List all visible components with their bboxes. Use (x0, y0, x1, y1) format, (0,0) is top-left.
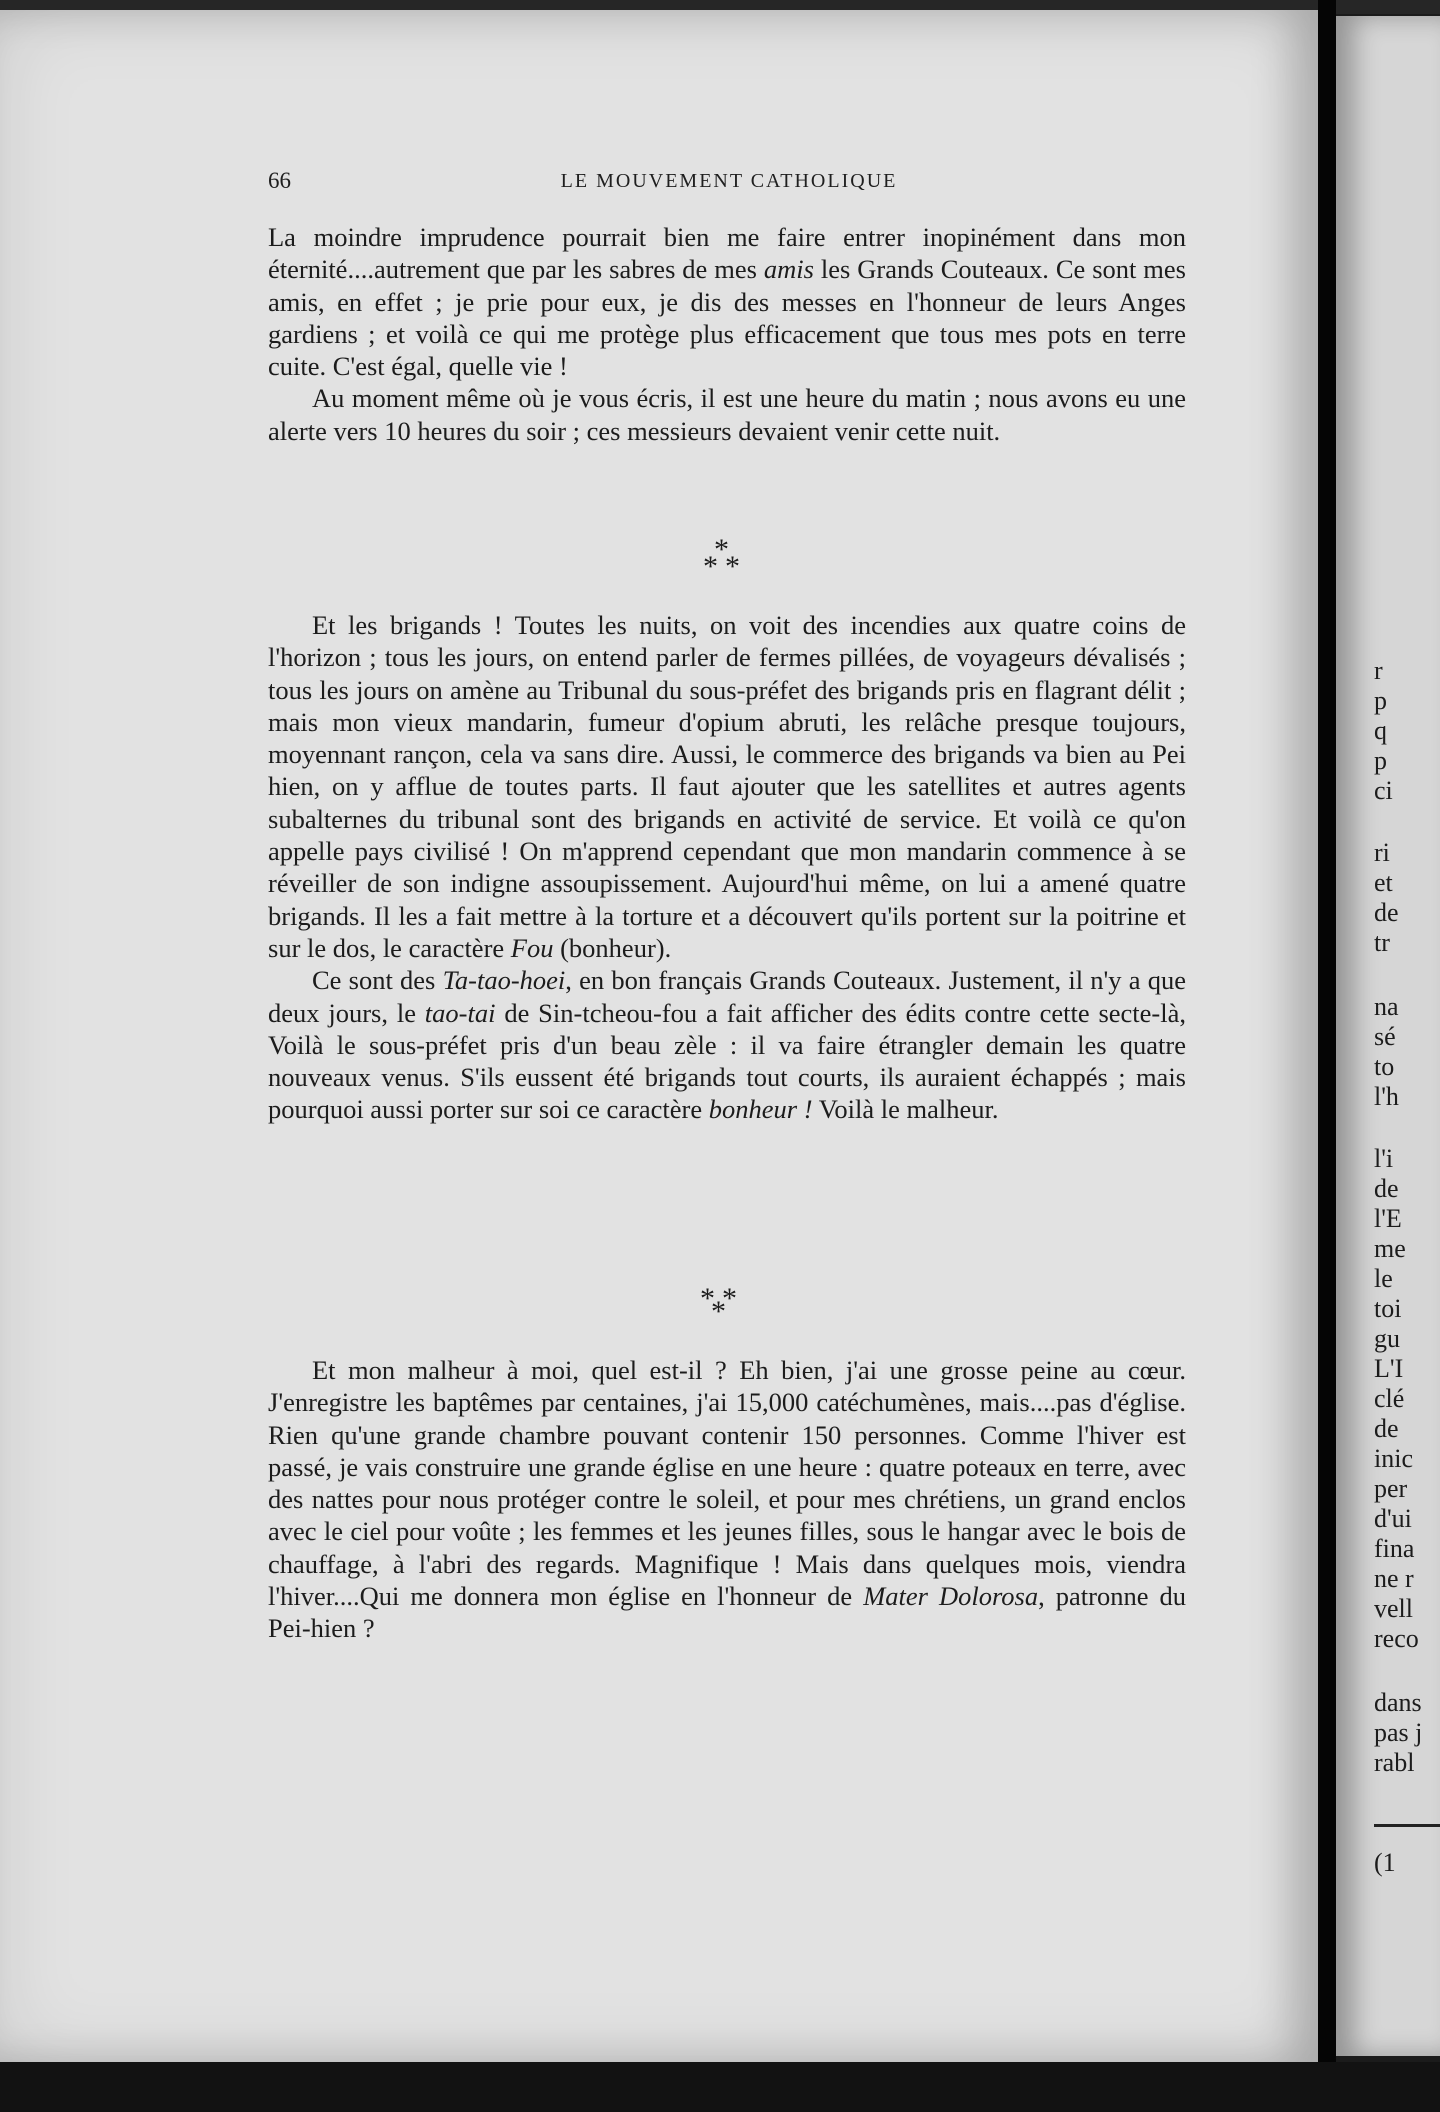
text-section-1 (268, 221, 1186, 447)
book-gutter (1318, 0, 1336, 2112)
facing-page-fragment: p (1374, 746, 1387, 775)
facing-page-fragment: (1 (1374, 1848, 1396, 1877)
facing-page-fragment: l'E (1374, 1204, 1402, 1233)
facing-page-fragment: fina (1374, 1534, 1415, 1563)
asterism-star: * (722, 1282, 737, 1315)
text-section-2 (268, 609, 1186, 1126)
facing-page-fragment: de (1374, 898, 1399, 927)
facing-page-fragment: le (1374, 1264, 1393, 1293)
facing-page-fragment: l'h (1374, 1082, 1399, 1111)
facing-page-fragment: inic (1374, 1444, 1413, 1473)
facing-page-fragment: tr (1374, 928, 1390, 957)
asterism-star: * (711, 1295, 726, 1328)
facing-page-fragment: rabl (1374, 1748, 1415, 1777)
facing-page-fragments (1336, 16, 1440, 2056)
paragraph-2: Au moment même où je vous écris, il est une heure du matin ; nous avons eu une alerte vers 10 heures du soir ; ces messieurs devaient venir cette nuit. (268, 383, 1186, 446)
facing-page-fragment: q (1374, 716, 1387, 745)
facing-page-fragment: toi (1374, 1294, 1402, 1323)
facing-page-fragment: ne r (1374, 1564, 1414, 1593)
asterism-star: * (725, 550, 740, 583)
facing-page-fragment: L'I (1374, 1354, 1404, 1383)
running-head (268, 168, 1190, 202)
facing-page-fragment: per (1374, 1474, 1408, 1503)
facing-page-fragment: pas j (1374, 1718, 1423, 1747)
facing-page-footnote-rule (1374, 1824, 1440, 1827)
facing-page-fragment: r (1374, 656, 1383, 685)
facing-page-fragment: p (1374, 686, 1387, 715)
asterism-star: * (703, 550, 718, 583)
section-break-asterism (680, 1278, 760, 1328)
paragraph-5: Et mon malheur à moi, quel est-il ? Eh bien, j'ai une grosse peine au cœur. J'enregistre les baptêmes par centaines, j'ai 15,000 catéchumènes, mais....pas d'église. Rien qu'une grande chambre pouvant contenir 150 personnes. Comme l'hiver est passé, je vais construire une grande église en une heure : quatre poteaux en terre, avec des nattes pour nous protéger contre le soleil, et pour mes chrétiens, un grand enclos avec le ciel pour voûte ; les femmes et les jeunes filles, sous le hangar avec le bois de chauffage, à l'abri des regards. Magnifique ! Mais dans quelques mois, viendra l'hiver....Qui me donnera mon église en l'honneur de Mater Dolorosa, patronne du Pei-hien ? (268, 1355, 1187, 1644)
scan-bottom-edge (0, 2062, 1440, 2112)
facing-page-fragment: ci (1374, 776, 1393, 805)
facing-page-fragment: ri (1374, 838, 1390, 867)
facing-page-fragment: dans (1374, 1688, 1422, 1717)
paragraph-3: Et les brigands ! Toutes les nuits, on voit des incendies aux quatre coins de l'horizon ; tous les jours, on entend parler de fermes pillées, de voyageurs dévalisés ; tous les jours on amène au Tribunal du sous-préfet des brigands pris en flagrant délit ; mais mon vieux mandarin, fumeur d'opium abruti, les relâche presque toujours, moyennant rançon, cela va sans dire. Aussi, le commerce des brigands va bien au Pei hien, on y afflue de toutes parts. Il faut ajouter que les satellites et autres agents subalternes du tribunal sont des brigands en activité de service. Et voilà ce qu'on appelle pays civilisé ! On m'apprend cependant que mon mandarin commence à se réveiller de son indigne assoupissement. Aujourd'hui même, on lui a amené quatre brigands. Il les a fait mettre à la torture et a découvert qu'ils portent sur la poitrine et sur le dos, le caractère Fou (bonheur). (268, 610, 1186, 963)
facing-page-fragment: reco (1374, 1624, 1419, 1653)
paragraph-1: La moindre imprudence pourrait bien me faire entrer inopinément dans mon éternité....autrement que par les sabres de mes amis les Grands Couteaux. Ce sont mes amis, en effet ; je prie pour eux, je dis des messes en l'honneur de leurs Anges gardiens ; et voilà ce qui me protège plus efficacement que tous mes pots en terre cuite. C'est égal, quelle vie ! (268, 222, 1186, 382)
facing-page-fragment: sé (1374, 1022, 1396, 1051)
text-section-3 (268, 1354, 1186, 1645)
facing-page-fragment: gu (1374, 1324, 1400, 1353)
journal-title: LE MOUVEMENT CATHOLIQUE (560, 170, 898, 192)
facing-page-fragment: clé (1374, 1384, 1405, 1413)
facing-page-fragment: de (1374, 1174, 1399, 1203)
paragraph-4: Ce sont des Ta-tao-hoei, en bon français Grands Couteaux. Justement, il n'y a que deux jours, le tao-tai de Sin-tcheou-fou a fait afficher des édits contre cette secte-là, Voilà le sous-préfet pris d'un beau zèle : il va faire étrangler demain les quatre nouveaux venus. S'ils eussent été brigands tout courts, ils auraient échappés ; mais pourquoi aussi porter sur soi ce caractère bonheur ! Voilà le malheur. (268, 965, 1187, 1125)
facing-page-fragment: de (1374, 1414, 1399, 1443)
facing-page-fragment: na (1374, 992, 1399, 1021)
facing-page-fragment: l'i (1374, 1144, 1394, 1173)
facing-page-edge (1336, 16, 1440, 2056)
facing-page-fragment: to (1374, 1052, 1395, 1081)
page-number: 66 (268, 168, 291, 193)
asterism-star: * (700, 1282, 715, 1315)
section-break-asterism (683, 530, 763, 583)
facing-page-fragment: d'ui (1374, 1504, 1412, 1533)
facing-page-fragment: vell (1374, 1594, 1413, 1623)
facing-page-fragment: me (1374, 1234, 1406, 1263)
asterism-star: * (714, 533, 729, 566)
facing-page-fragment: et (1374, 868, 1393, 897)
